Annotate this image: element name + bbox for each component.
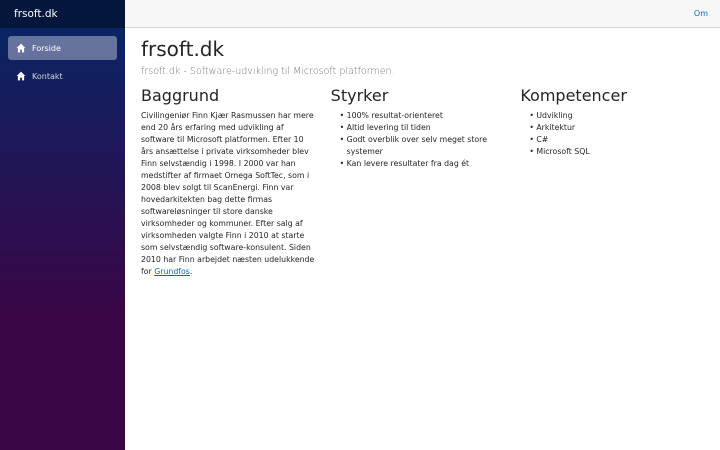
page-subtitle: frsoft.dk - Software-udvikling til Microsoft platformen.	[141, 66, 395, 77]
background-text	[141, 110, 317, 278]
brand-bar	[0, 0, 125, 28]
page-title: frsoft.dk	[141, 37, 225, 61]
section-heading-background: Baggrund	[141, 86, 220, 105]
background-text-end: .	[189, 267, 193, 276]
list-item: • Altid levering til tiden	[340, 122, 507, 134]
brand-link[interactable]: frsoft.dk	[14, 8, 58, 20]
strengths-list	[331, 110, 507, 170]
section-heading-strengths: Styrker	[330, 86, 389, 105]
sidebar-item-label: Kontakt	[32, 71, 63, 81]
nav-menu	[0, 28, 125, 88]
list-item: • Udvikling	[529, 110, 696, 122]
sections-row	[141, 85, 710, 278]
section-competences	[520, 85, 710, 278]
competences-list	[520, 110, 696, 158]
home-icon	[16, 71, 26, 81]
list-item: • Godt overblik over selv meget store systemer	[340, 134, 507, 158]
sidebar-item-forside[interactable]	[8, 36, 117, 60]
home-icon	[16, 43, 26, 53]
sidebar-item-kontakt[interactable]	[8, 64, 117, 88]
sidebar	[0, 0, 125, 450]
about-link[interactable]: Om	[693, 9, 708, 18]
section-background	[141, 85, 331, 278]
list-item: • 100% resultat-orienteret	[340, 110, 507, 122]
list-item: • Kan levere resultater fra dag ét	[340, 158, 507, 170]
section-strengths	[331, 85, 521, 278]
list-item: • Microsoft SQL	[529, 146, 696, 158]
top-row	[125, 0, 720, 28]
main-content	[141, 36, 710, 278]
grundfos-link[interactable]: Grundfos	[154, 267, 190, 276]
list-item: • Arkitektur	[529, 122, 696, 134]
sidebar-item-label: Forside	[32, 43, 61, 53]
section-heading-competences: Kompetencer	[520, 86, 627, 105]
list-item: • C#	[529, 134, 696, 146]
background-text-main: Civilingeniør Finn Kjær Rasmussen har mere end 20 års erfaring med udvikling af software til Microsoft platformen. Efter 10 års ansættelse i private virksomheder blev Finn selvstændig i 1998. I 2000 var han medstifter af firmaet Omega SoftTec, som i 2008 blev solgt til ScanEnergi. Finn var hovedarkitekten bag dette firmas softwareløsninger til store danske virksomheder og kommuner. Efter salg af virksomheden valgte Finn i 2010 at starte som selvstændig software-konsulent. Siden 2010 har Finn arbejdet næsten udelukkende for	[141, 111, 315, 276]
